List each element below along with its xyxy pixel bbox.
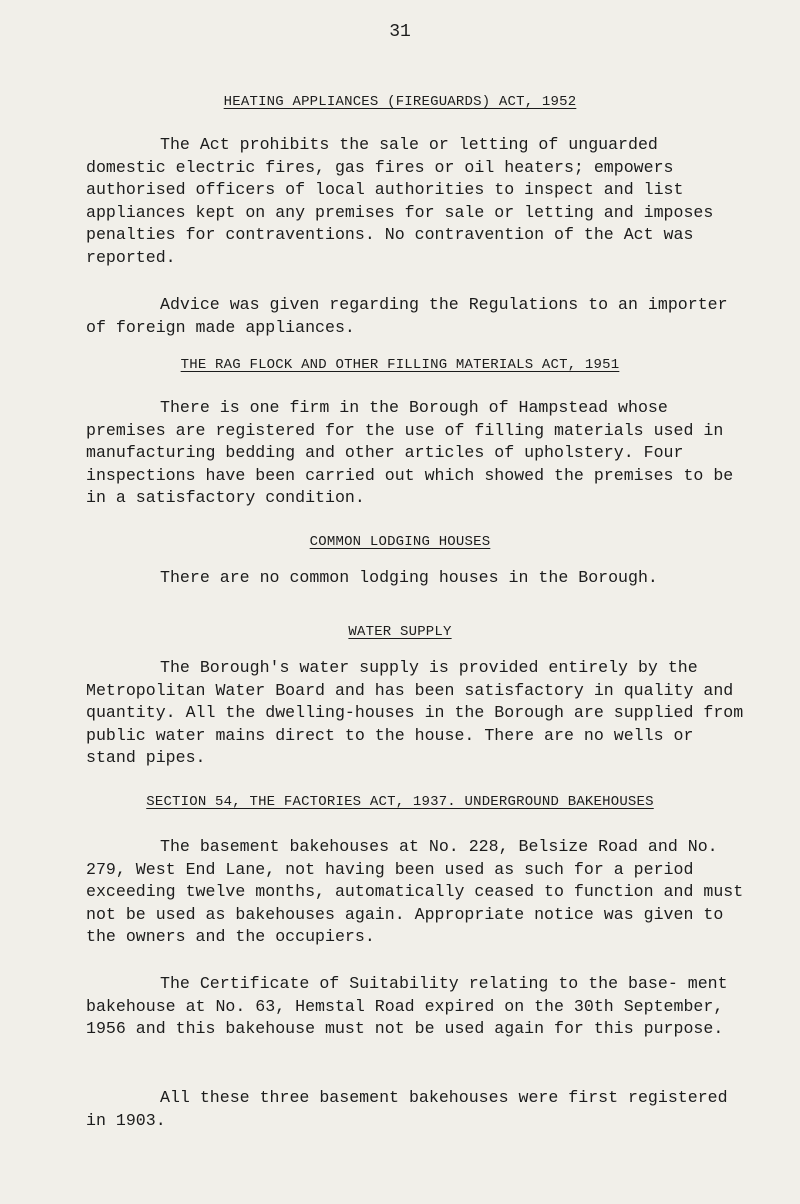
paragraph-common-lodging-houses: There are no common lodging houses in the Borough. <box>160 568 658 587</box>
heading-rag-flock-act: THE RAG FLOCK AND OTHER FILLING MATERIALS ACT, 1951 <box>180 357 620 373</box>
heading-underground-bakehouses: SECTION 54, THE FACTORIES ACT, 1937. UNDERGROUND BAKEHOUSES <box>146 794 654 810</box>
paragraph-bakehouses-3: All these three basement bakehouses were first registered in 1903. <box>86 1088 728 1130</box>
heading-common-lodging-houses: COMMON LODGING HOUSES <box>309 534 491 550</box>
heading-water-supply: WATER SUPPLY <box>348 624 452 640</box>
page-number: 31 <box>389 22 411 42</box>
paragraph-rag-flock-act: There is one firm in the Borough of Hampstead whose premises are registered for the use of filling materials used in manufacturing bedding and other articles of upholstery. Four inspections have been carried out which showed the premises to be in a satisfactory condition. <box>86 398 734 508</box>
paragraph-heating-appliances-1: The Act prohibits the sale or letting of unguarded domestic electric fires, gas fires or oil heaters; empowers authorised officers of local authorities to inspect and list appliances kept on any premises for sale or letting and imposes penalties for contraventions. No contravention of the Act was reported. <box>86 135 714 267</box>
paragraph-water-supply: The Borough's water supply is provided entirely by the Metropolitan Water Board and has been satisfactory in quality and quantity. All the dwelling-houses in the Borough are supplied from public water mains direct to the house. There are no wells or stand pipes. <box>86 658 744 768</box>
heading-heating-appliances: HEATING APPLIANCES (FIREGUARDS) ACT, 1952 <box>223 94 577 110</box>
paragraph-bakehouses-2: The Certificate of Suitability relating to the base- ment bakehouse at No. 63, Hemstal Road expired on the 30th September, 1956 and this bakehouse must not be used again for this purpose. <box>86 974 728 1039</box>
paragraph-bakehouses-1: The basement bakehouses at No. 228, Belsize Road and No. 279, West End Lane, not having been used as such for a period exceeding twelve months, automatically ceased to function and must not be used as bakehouses again. Appropriate notice was given to the owners and the occupiers. <box>86 837 744 947</box>
paragraph-heating-appliances-2: Advice was given regarding the Regulations to an importer of foreign made appliances. <box>86 295 728 337</box>
